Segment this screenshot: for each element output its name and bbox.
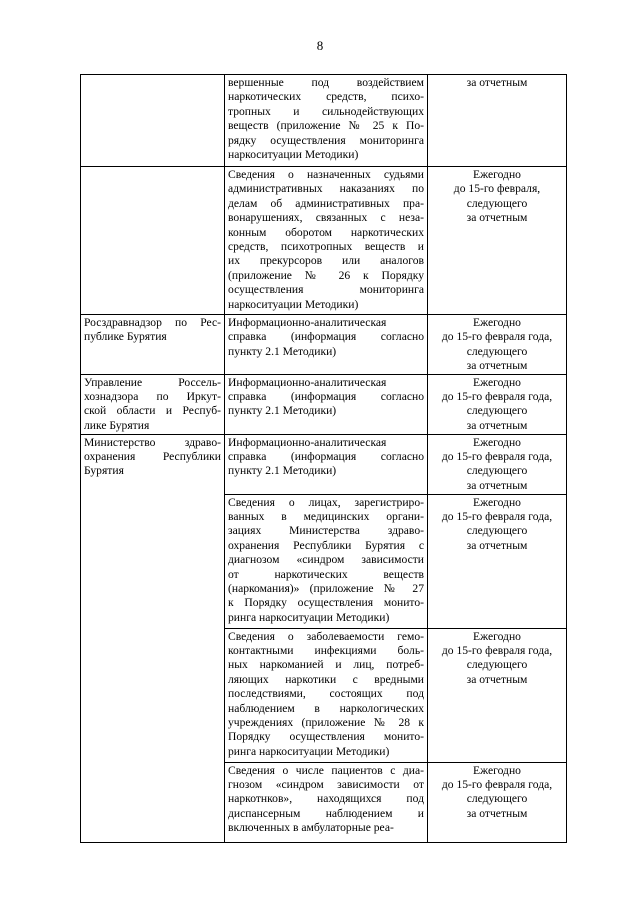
description-line: веществ (приложение № 25 к По- — [228, 119, 424, 133]
table-row — [81, 315, 567, 375]
description-line: пункту 2.1 Методики) — [228, 344, 337, 358]
deadline-line: Ежегодно — [473, 763, 521, 777]
description-line: средств, психотропных веществ и — [228, 239, 424, 253]
deadline-line: следующего — [466, 196, 528, 210]
deadline-line: до 15-го февраля года, — [441, 390, 553, 404]
description-line: наркотических средств, психо- — [228, 90, 424, 104]
description-cell — [225, 762, 428, 842]
description-line: Сведения о лицах, зарегистриро- — [228, 495, 424, 509]
deadline-line: следующего — [466, 404, 528, 418]
description-line: Информационно-аналитическая — [228, 435, 387, 449]
deadline-cell — [428, 167, 567, 315]
organization-line: лике Бурятия — [84, 418, 150, 432]
organization-line: Росздравнадзор по Рес- — [84, 316, 221, 329]
description-cell — [225, 434, 428, 494]
description-line: (наркомания)» (приложение № 27 — [228, 581, 424, 595]
organization-line: Министерство здраво- — [84, 435, 221, 449]
description-line: охранения Республики Бурятия с — [228, 538, 424, 552]
description-line: Сведения о числе пациентов с диа- — [228, 763, 424, 777]
description-cell — [225, 315, 428, 375]
description-line: диспансерным наблюдением и — [228, 806, 424, 820]
organization-line: охранения Республики — [84, 450, 221, 464]
table-row — [81, 75, 567, 167]
description-line: наркоситуации Методики) — [228, 297, 359, 311]
description-line: ных наркоманией и лиц, потреб- — [228, 658, 424, 672]
deadline-cell — [428, 374, 567, 434]
description-line: осуществления мониторинга — [228, 283, 424, 297]
deadline-line: за отчетным — [466, 76, 528, 89]
deadline-line: за отчетным — [466, 672, 528, 686]
description-line: учреждениях (приложение № 28 к — [228, 715, 424, 729]
description-line: тропных и сильнодействующих — [228, 104, 424, 118]
description-line: Сведения о заболеваемости гемо- — [228, 629, 424, 643]
organization-cell — [81, 315, 225, 375]
deadline-cell — [428, 434, 567, 494]
description-line: (приложение № 26 к Порядку — [228, 268, 424, 282]
deadline-line: следующего — [466, 792, 528, 806]
description-line: справка (информация согласно — [228, 330, 424, 344]
deadline-line: Ежегодно — [473, 435, 521, 449]
deadline-line: Ежегодно — [473, 375, 521, 389]
deadline-line: до 15-го февраля года, — [441, 330, 553, 344]
deadline-cell — [428, 494, 567, 628]
description-line: их прекурсоров или аналогов — [228, 254, 424, 268]
description-cell — [225, 167, 428, 315]
deadline-line: за отчетным — [466, 806, 528, 820]
deadline-line: до 15-го февраля года, — [441, 450, 553, 464]
description-line: ляющих наркотики с вредными — [228, 672, 424, 686]
description-line: включенных в амбулаторные реа- — [228, 821, 394, 835]
description-line: Информационно-аналитическая — [228, 375, 387, 389]
description-line: зациях Министерства здраво- — [228, 524, 424, 538]
organization-line: хознадзора по Иркут- — [84, 390, 221, 404]
organization-line: Управление Россель- — [84, 375, 221, 389]
organization-line: публике Бурятия — [84, 330, 167, 344]
description-line: Порядку осуществления монито- — [228, 730, 424, 744]
description-line: справка (информация согласно — [228, 390, 424, 404]
description-line: ванных в медицинских органи- — [228, 510, 424, 524]
description-line: конным оборотом наркотических — [228, 225, 424, 239]
table-body — [81, 75, 567, 843]
description-line: диагнозом «синдром зависимости — [228, 553, 424, 567]
deadline-line: Ежегодно — [473, 168, 521, 181]
organization-cell — [81, 75, 225, 167]
description-line: пункту 2.1 Методики) — [228, 404, 337, 418]
deadline-line: Ежегодно — [473, 629, 521, 643]
description-line: наркотнков», находящихся под — [228, 792, 424, 806]
description-line: последствиями, состоящих под — [228, 687, 424, 701]
table-row — [81, 434, 567, 494]
description-line: наркоситуации Методики) — [228, 147, 359, 161]
description-line: наблюдением в наркологических — [228, 701, 424, 715]
deadline-line: до 15-го февраля года, — [441, 510, 553, 524]
description-cell — [225, 494, 428, 628]
description-line: Информационно-аналитическая — [228, 316, 387, 329]
description-line: от наркотических веществ — [228, 567, 424, 581]
deadline-line: до 15-го февраля года, — [441, 644, 553, 658]
organization-cell — [81, 374, 225, 434]
description-cell — [225, 75, 428, 167]
deadline-cell — [428, 75, 567, 167]
deadline-line: до 15-го февраля года, — [441, 778, 553, 792]
description-line: вонарушениях, связанных с неза- — [228, 211, 424, 225]
page-number: 8 — [316, 38, 324, 53]
deadline-line: следующего — [466, 344, 528, 358]
deadline-line: Ежегодно — [473, 316, 521, 329]
deadline-line: до 15-го февраля, — [453, 182, 541, 196]
table-row — [81, 374, 567, 434]
deadline-cell — [428, 315, 567, 375]
organization-line: ской области и Респуб- — [84, 404, 221, 418]
organization-cell — [81, 167, 225, 315]
monitoring-table — [80, 74, 567, 843]
deadline-line: за отчетным — [466, 538, 528, 552]
description-line: контактными инфекциями боль- — [228, 644, 424, 658]
deadline-line: Ежегодно — [473, 495, 521, 509]
description-line: справка (информация согласно — [228, 450, 424, 464]
description-line: вершенные под воздействием — [228, 76, 424, 89]
deadline-line: следующего — [466, 524, 528, 538]
deadline-cell — [428, 762, 567, 842]
table-row — [81, 167, 567, 315]
description-line: к Порядку осуществления монито- — [228, 596, 424, 610]
deadline-line: следующего — [466, 658, 528, 672]
deadline-line: за отчетным — [466, 359, 528, 373]
description-line: делам об административных пра- — [228, 196, 424, 210]
deadline-line: за отчетным — [466, 211, 528, 225]
description-line: ринга наркоситуации Методики) — [228, 744, 390, 758]
deadline-line: за отчетным — [466, 478, 528, 492]
description-line: пункту 2.1 Методики) — [228, 464, 337, 478]
organization-line: Бурятия — [84, 464, 124, 478]
description-line: административных наказаниях по — [228, 182, 424, 196]
description-cell — [225, 374, 428, 434]
deadline-line: следующего — [466, 464, 528, 478]
description-line: ринга наркоситуации Методики) — [228, 610, 390, 624]
description-cell — [225, 628, 428, 762]
deadline-line: за отчетным — [466, 418, 528, 432]
description-line: Сведения о назначенных судьями — [228, 168, 424, 181]
deadline-cell — [428, 628, 567, 762]
organization-cell — [81, 434, 225, 842]
description-line: гнозом «синдром зависимости от — [228, 778, 424, 792]
description-line: рядку осуществления мониторинга — [228, 133, 424, 147]
